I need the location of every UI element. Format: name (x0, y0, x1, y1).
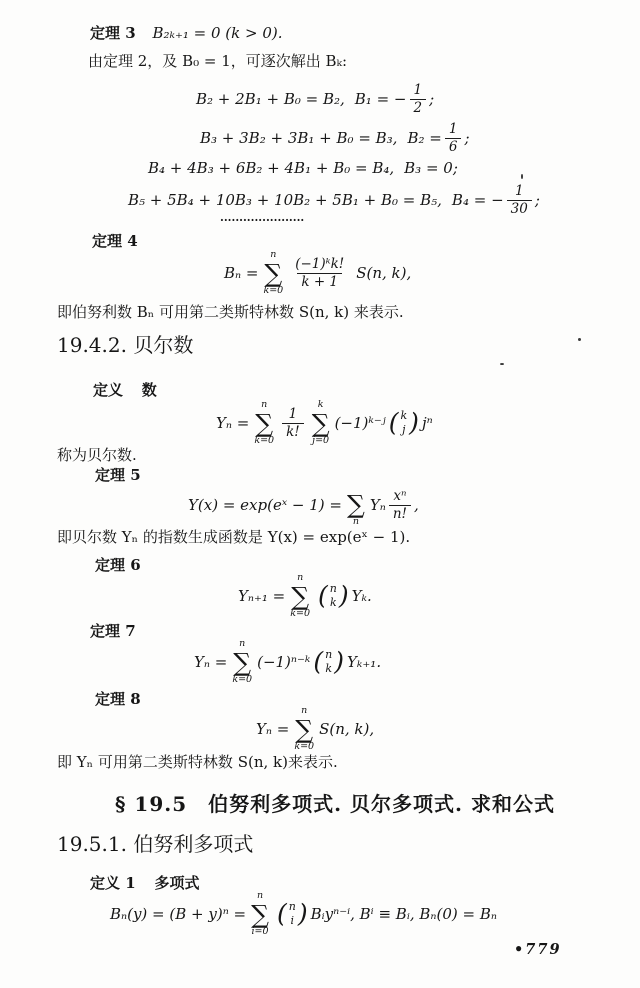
binomial-bottom: i (290, 914, 295, 927)
equation-bernoulli-2 (200, 118, 470, 158)
definition-word: 数 (141, 381, 157, 399)
definition-label: 定义 (93, 381, 124, 399)
t7eq-tail: Yₖ₊₁. (347, 653, 382, 671)
summation (254, 400, 274, 446)
right-paren: ) (338, 581, 349, 611)
fraction-denominator: 6 (445, 138, 462, 155)
fraction-denominator: k + 1 (297, 273, 342, 290)
sum-upper-limit: n (239, 638, 246, 650)
right-paren: ) (334, 647, 345, 677)
theorem3-label: 定理 3 (90, 24, 136, 42)
fraction (389, 488, 411, 521)
theorem3-line (90, 22, 283, 43)
sum-upper-limit: n (261, 399, 268, 411)
left-paren: ( (313, 647, 324, 677)
t8eq-lhs: Yₙ = (256, 720, 290, 738)
bernoulli-polynomial-equation (110, 888, 497, 940)
fraction-denominator: 30 (507, 200, 532, 217)
theorem4-equation (224, 246, 411, 300)
belleq-lhs: Yₙ = (216, 414, 250, 432)
left-paren: ( (318, 581, 328, 611)
t4eq-lhs: Bₙ = (224, 264, 259, 282)
sum-upper-limit: n (256, 890, 264, 902)
sum-upper-limit: n (297, 572, 304, 584)
sigma-glyph: ∑ (264, 258, 283, 288)
sum-lower-limit: k=0 (232, 673, 253, 685)
equation-bernoulli-3 (148, 157, 458, 179)
theorem8-note: 即 Yₙ 可用第二类斯特林数 S(n, k)来表示. (57, 753, 338, 771)
eq2-tail: ; (464, 129, 470, 147)
t5eq-lhs: Y(x) = exp(eˣ − 1) = (188, 496, 342, 514)
t6eq-lhs: Yₙ₊₁ = (238, 587, 286, 605)
summation (251, 891, 269, 937)
derivation-intro: 由定理 2，及 B₀ = 1，可逐次解出 Bₖ: (88, 52, 348, 70)
t4eq-tail: S(n, k), (356, 264, 412, 282)
theorem8-equation (256, 704, 374, 754)
sum-lower-limit: j=0 (312, 434, 330, 446)
theorem6-equation (238, 570, 372, 622)
binomial-bottom: k (329, 596, 337, 609)
equation-bernoulli-4 (128, 182, 540, 218)
theorem5-equation (188, 482, 419, 528)
fraction (291, 256, 348, 289)
definition1-word: 多项式 (154, 874, 200, 892)
bell-name-line: 称为贝尔数. (57, 446, 137, 464)
binomial-top: n (329, 582, 337, 596)
fraction-numerator: (−1)ᵏk! (295, 256, 345, 273)
scan-speck (500, 363, 504, 365)
sum-lower-limit: k=0 (290, 607, 311, 619)
sigma-glyph: ∑ (295, 714, 314, 744)
definition-line (93, 379, 157, 400)
fraction-denominator: k! (282, 423, 304, 440)
eq2-mid: B₂ = (407, 129, 442, 147)
binomial-coefficient (313, 648, 344, 676)
sigma-glyph: ∑ (251, 899, 269, 929)
sigma-glyph: ∑ (255, 408, 274, 438)
sigma-glyph: ∑ (291, 581, 310, 611)
sum-lower-limit: k=0 (254, 434, 275, 446)
belleq-power-term: (−1)ᵏ⁻ʲ (334, 414, 386, 432)
theorem5-label: 定理 5 (95, 466, 141, 484)
sum-upper-limit: n (301, 705, 308, 717)
sum-upper-limit: n (270, 249, 277, 261)
bpeq-lhs: Bₙ(y) = (B + y)ⁿ = (110, 905, 247, 923)
summation (290, 573, 310, 619)
page-number: •779 (514, 941, 562, 958)
theorem4-note: 即伯努利数 Bₙ 可用第二类斯特林数 S(n, k) 来表示. (57, 303, 404, 321)
binomial-top: n (325, 648, 333, 662)
fraction-numerator: 1 (514, 183, 524, 200)
binomial-bottom: j (402, 423, 406, 436)
theorem7-equation (194, 636, 381, 688)
sum-upper-limit: k (317, 399, 324, 411)
summation (312, 400, 330, 446)
eq4-lhs: B₅ + 5B₄ + 10B₃ + 10B₂ + 5B₁ + B₀ = B₅, (128, 191, 442, 209)
fraction-numerator: xⁿ (393, 488, 407, 505)
fraction-denominator: n! (389, 505, 411, 522)
equation-bernoulli-1 (196, 80, 434, 118)
right-paren: ) (409, 408, 419, 438)
eq4-tail: ; (534, 191, 540, 209)
t7eq-power-term: (−1)ⁿ⁻ᵏ (257, 653, 311, 671)
bpeq-tail: Bᵢyⁿ⁻ⁱ, Bⁱ ≡ Bᵢ, Bₙ(0) = Bₙ (310, 905, 497, 923)
t5eq-mid: Yₙ (369, 496, 386, 514)
fraction (507, 183, 532, 216)
binomial-top: n (288, 900, 296, 914)
ellipsis-dots: ······················ (220, 214, 305, 227)
section-heading-19-5-1: 19.5.1. 伯努利多项式 (57, 832, 254, 856)
sum-lower-limit: k=0 (263, 284, 284, 296)
sigma-glyph: ∑ (311, 408, 330, 438)
sum-lower-limit: n (352, 516, 359, 528)
eq2-lhs: B₃ + 3B₂ + 3B₁ + B₀ = B₃, (200, 129, 398, 147)
sum-lower-limit: k=0 (294, 740, 315, 752)
sum-lower-limit: i=0 (251, 925, 269, 937)
eq1-lhs: B₂ + 2B₁ + B₀ = B₂, (196, 90, 345, 108)
binomial-coefficient (277, 900, 308, 928)
t5eq-tail: , (413, 496, 419, 514)
fraction-denominator: 2 (410, 99, 427, 116)
eq1-mid: B₁ = − (354, 90, 407, 108)
theorem6-label: 定理 6 (95, 556, 141, 574)
summation (232, 639, 252, 685)
fraction (410, 82, 427, 115)
fraction-numerator: 1 (288, 406, 298, 423)
sigma-glyph: ∑ (347, 490, 365, 520)
belleq-tail: jⁿ (421, 414, 433, 432)
fraction-numerator: 1 (413, 82, 423, 99)
binomial-coefficient (318, 582, 349, 610)
summation (263, 250, 283, 296)
eq4-mid: B₄ = − (451, 191, 504, 209)
summation (294, 706, 314, 752)
left-paren: ( (276, 899, 287, 929)
scan-speck (521, 174, 523, 179)
sigma-glyph: ∑ (233, 647, 252, 677)
bell-definition-equation (216, 396, 433, 450)
binomial-coefficient (389, 409, 419, 437)
theorem4-label: 定理 4 (92, 232, 138, 250)
binomial-bottom: k (325, 662, 333, 675)
section-heading-19-4-2: 19.4.2. 贝尔数 (57, 333, 194, 357)
theorem3-formula: B₂ₖ₊₁ = 0 (k > 0). (152, 24, 283, 42)
t8eq-tail: S(n, k), (319, 720, 375, 738)
theorem8-label: 定理 8 (95, 690, 141, 708)
definition1-label: 定义 1 (90, 874, 136, 892)
fraction (282, 406, 304, 439)
eq3-mid: B₃ = 0; (404, 159, 458, 177)
theorem7-label: 定理 7 (90, 622, 136, 640)
theorem5-note: 即贝尔数 Yₙ 的指数生成函数是 Y(x) = exp(eˣ − 1). (57, 528, 411, 546)
eq1-tail: ; (429, 90, 435, 108)
summation (347, 482, 365, 527)
t7eq-lhs: Yₙ = (194, 653, 228, 671)
fraction-numerator: 1 (448, 121, 458, 138)
section-heading-19-5: § 19.5 伯努利多项式. 贝尔多项式. 求和公式 (115, 792, 555, 816)
scan-speck (578, 338, 581, 341)
binomial-top: k (400, 409, 408, 423)
t6eq-tail: Yₖ. (351, 587, 372, 605)
fraction (445, 121, 462, 154)
right-paren: ) (297, 899, 308, 929)
eq3-lhs: B₄ + 4B₃ + 6B₂ + 4B₁ + B₀ = B₄, (148, 159, 395, 177)
left-paren: ( (388, 408, 399, 438)
